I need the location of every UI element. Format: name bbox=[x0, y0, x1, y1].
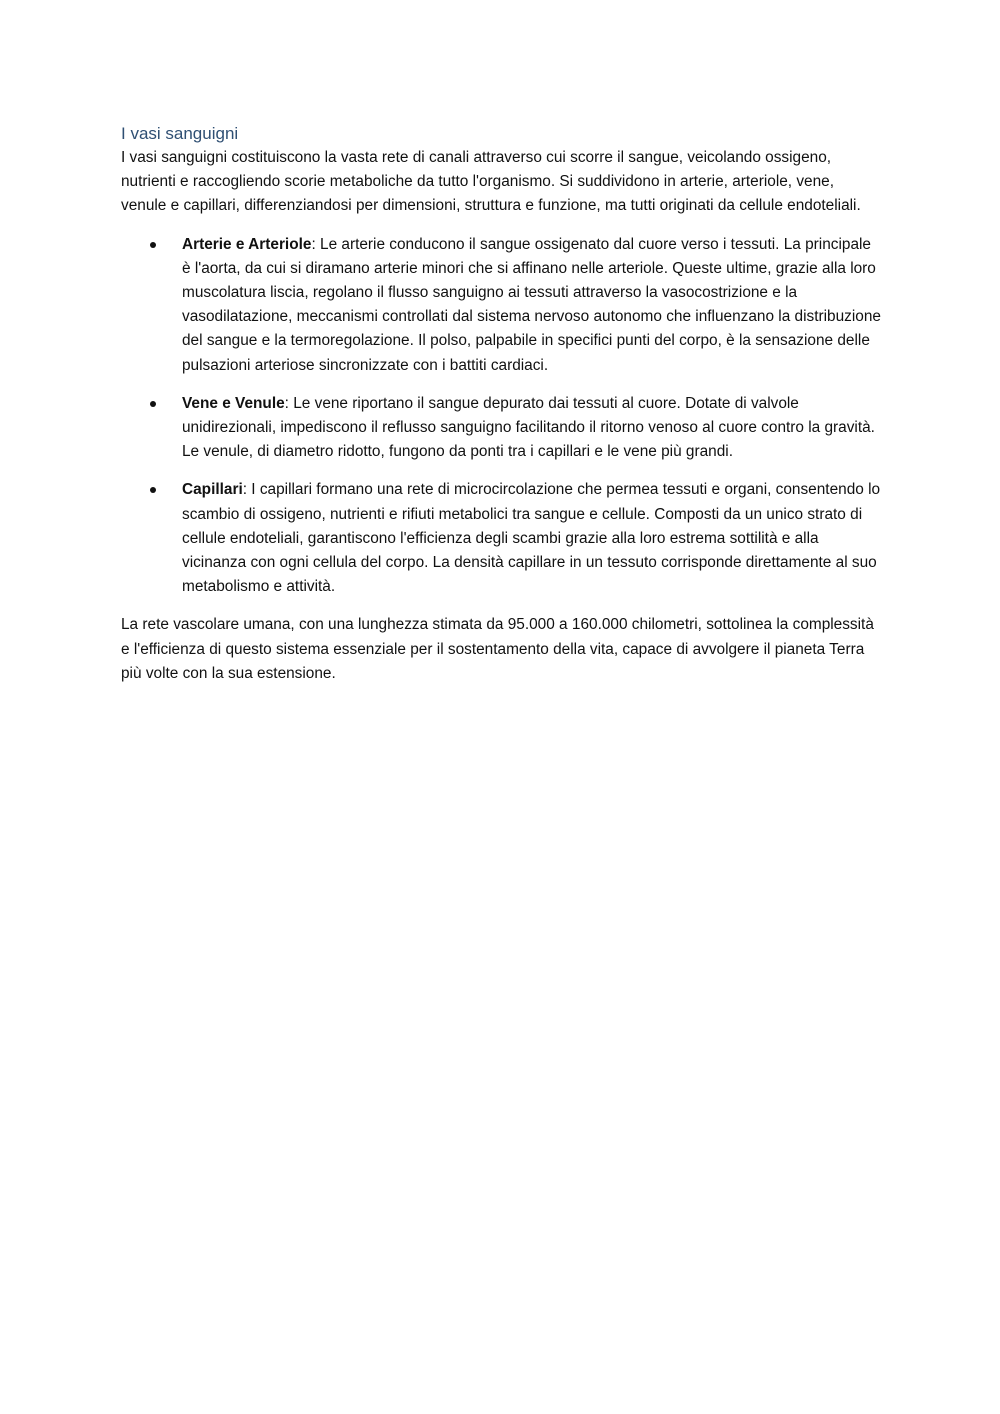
list-item-term: Arterie e Arteriole bbox=[182, 235, 312, 253]
list-item-text: : Le vene riportano il sangue depurato dai tessuti al cuore. Dotate di valvole unidirezionali, impediscono il reflusso sanguigno facilitando il ritorno venoso al cuore contro la gravità. Le venule, di diametro ridotto, fungono da ponti tra i capillari e le vene più grandi. bbox=[182, 394, 875, 461]
bullet-icon bbox=[150, 487, 156, 493]
closing-paragraph: La rete vascolare umana, con una lunghezza stimata da 95.000 a 160.000 chilometri, sottolinea la complessità e l'efficienza di questo sistema essenziale per il sostentamento della vita, capace di avvolgere il pianeta Terra più volte con la sua estensione. bbox=[121, 616, 874, 682]
list-item bbox=[121, 478, 881, 599]
section-heading: I vasi sanguigni bbox=[121, 124, 239, 143]
list-item-term: Capillari bbox=[182, 481, 243, 499]
list-item bbox=[121, 233, 881, 378]
document-page bbox=[121, 122, 881, 686]
vessel-list bbox=[121, 233, 881, 600]
intro-paragraph: I vasi sanguigni costituiscono la vasta rete di canali attraverso cui scorre il sangue, veicolando ossigeno, nutrienti e raccogliendo scorie metaboliche da tutto l'organismo. Si suddividono in arterie, arteriole, vene, venule e capillari, differenziandosi per dimensioni, struttura e funzione, ma tutti originati da cellule endoteliali. bbox=[121, 149, 861, 215]
bullet-icon bbox=[150, 401, 156, 407]
bullet-icon bbox=[150, 242, 156, 248]
list-item-text: : I capillari formano una rete di microcircolazione che permea tessuti e organi, consentendo lo scambio di ossigeno, nutrienti e rifiuti metabolici tra sangue e cellule. Composti da un unico strato di cellule endoteliali, garantiscono l'efficienza degli scambi grazie alla loro estrema sottilità e alla vicinanza con ogni cellula del corpo. La densità capillare in un tessuto corrisponde direttamente al suo metabolismo e attività. bbox=[182, 481, 881, 596]
list-item bbox=[121, 392, 881, 465]
list-item-term: Vene e Venule bbox=[182, 394, 285, 412]
list-item-text: : Le arterie conducono il sangue ossigenato dal cuore verso i tessuti. La principale è l'aorta, da cui si diramano arterie minori che si affinano nelle arteriole. Queste ultime, grazie alla loro muscolatura liscia, regolano il flusso sanguigno ai tessuti attraverso la vasocostrizione e la vasodilatazione, meccanismi controllati dal sistema nervoso autonomo che influenzano la distribuzione del sangue e la termoregolazione. Il polso, palpabile in specifici punti del corpo, è la sensazione delle pulsazioni arteriose sincronizzate con i battiti cardiaci. bbox=[182, 235, 881, 374]
